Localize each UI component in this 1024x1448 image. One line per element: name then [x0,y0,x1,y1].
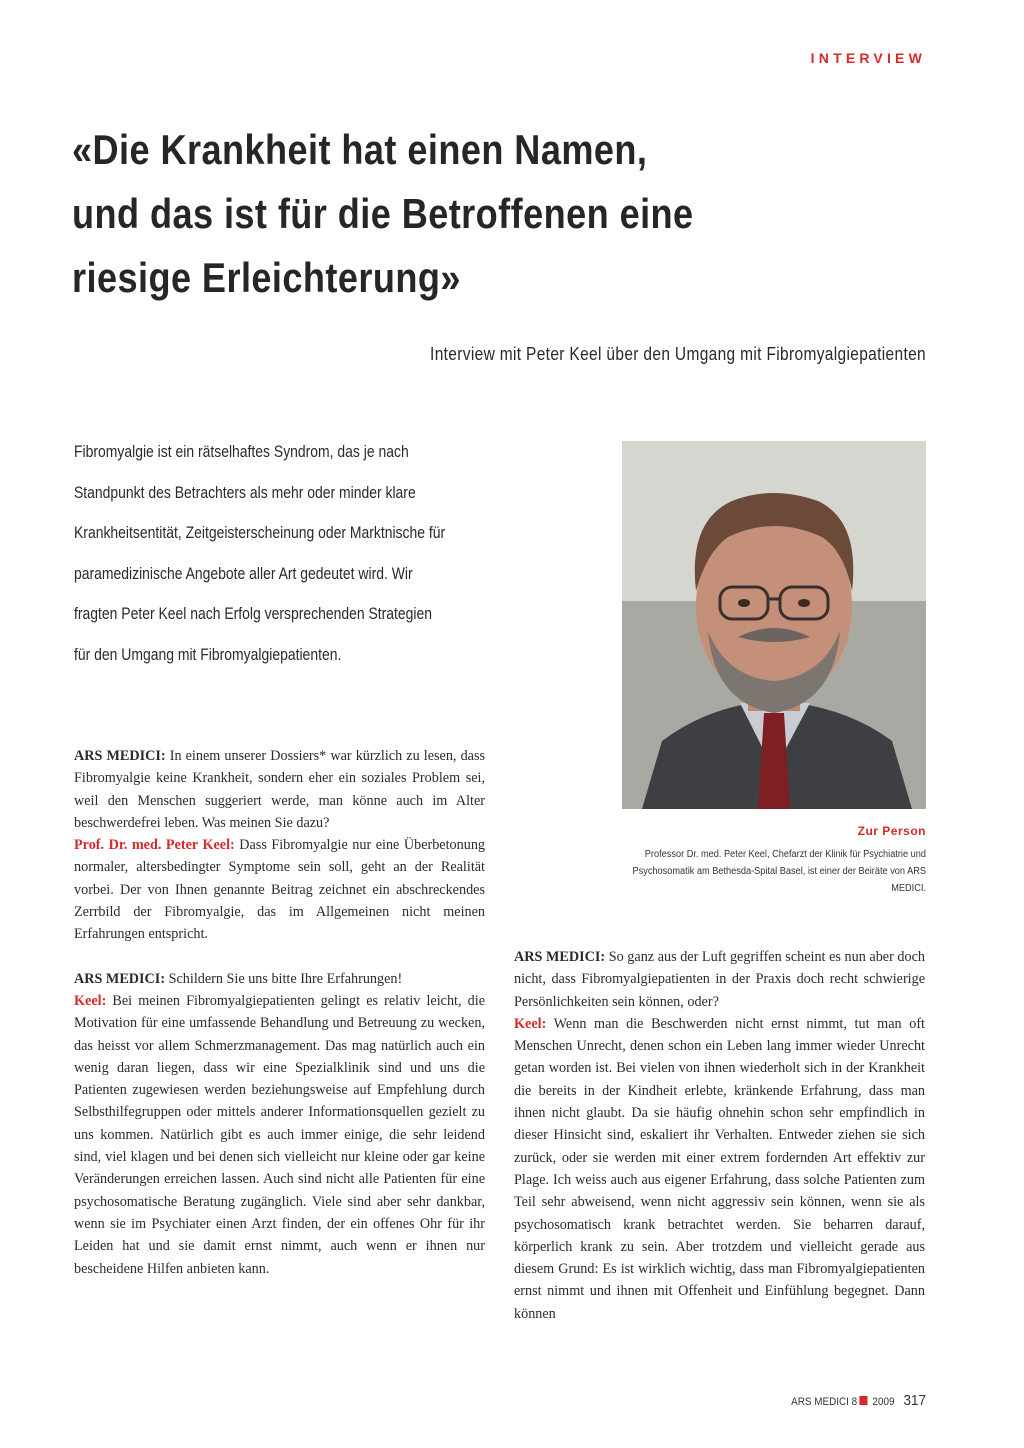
headline [72,118,829,310]
headline-line-2: und das ist für die Betroffenen eine [72,190,694,237]
lead-paragraph: Fibromyalgie ist ein rätselhaftes Syndrom, das je nach Standpunkt des Betrachters als mehr oder minder klare Krankheitsentität, Zeitgeisterscheinung oder Marktnische für paramedizinische Angebote aller Art gedeutet wird. Wir fragten Peter Keel nach Erfolg versprechenden Strategien für den Umgang mit Fibromyalgiepatienten. [74,442,446,664]
answer-text: Wenn man die Beschwerden nicht ernst nimmt, tut man oft Menschen Unrecht, denen schon ein Leben lang immer wieder Unrecht getan worden ist. Bei vielen von ihnen wiederholt sich in der Krankheit die bereits in der Kindheit erlebte, kränkende Erfahrung, dass man ihnen nicht glaubt. Da sie häufig ohnehin schon sehr empfindlich in dieser Hinsicht sind, eskaliert ihr Verhalten. Entweder ziehen sie sich zurück, oder sie werden mit einer extrem fordernden Art effektiv zur Plage. Ich weiss auch aus eigener Erfahrung, dass solche Patienten zum Teil sehr abweisend, wenn nicht aggressiv sein können, wenn sie als psychosomatisch krank betrachtet werden. Sie beharren darauf, körperlich krank zu sein. Aber trotzdem und vielleicht gerade aus diesem Grund: Es ist wirklich wichtig, dass man Fibromyalgiepatienten ernst nimmt und ihnen mit Offenheit und Einfühlung begegnet. Dann können [514,1015,925,1322]
question-text: Schildern Sie uns bitte Ihre Erfahrungen! [168,970,403,987]
caption-text: Professor Dr. med. Peter Keel, Chefarzt der Klinik für Psychiatrie und Psychosomatik am Bethesda-Spital Basel, ist einer der Beiräte von ARS MEDICI. [632,849,926,894]
portrait-icon [622,441,926,809]
speaker-ars-medici: ARS MEDICI: [74,748,166,764]
speaker-keel: Prof. Dr. med. Peter Keel: [74,837,235,854]
red-square-icon [860,1396,868,1405]
speaker-ars-medici: ARS MEDICI: [514,949,606,965]
question-1 [74,745,485,834]
question-text: So ganz aus der Luft gegriffen scheint es nun aber doch nicht, dass Fibromyalgiepatienten in der Praxis doch recht schwierige Persönlichkeiten sein können, oder? [514,949,926,1010]
speaker-keel: Keel: [514,1015,547,1032]
page-number: 317 [903,1392,926,1409]
headline-line-1: «Die Krankheit hat einen Namen, [72,126,648,173]
answer-text: Bei meinen Fibromyalgiepatienten gelingt es relativ leicht, die Motivation für eine umfassende Behandlung und Betreuung zu wecken, das heisst vor allem Schmerzmanagement. Das mag natürlich auch ein wenig daran liegen, dass wir eine Spezialklinik sind und uns die Patienten zugewiesen werden beziehungsweise auf Empfehlung durch Selbsthilfegruppen oder mittels anderer Informationsquellen gezielt zu uns kommen. Natürlich gibt es auch immer einige, die sehr leidend sind, viel klagen und bei denen sich vielleicht nur kleine oder gar keine Veränderungen erreichen lassen. Auch sind nicht alle Patienten für eine psychosomatische Beratung zugänglich. Viele sind aber sehr dankbar, wenn sie im Psychiater einen Arzt finden, der ein offenes Ohr für ihr Leiden hat und sie damit ernst nimmt, auch wenn er ihnen nur bescheidene Hilfen anbieten kann. [74,992,485,1277]
portrait-photo [622,441,926,809]
issue-year: 2009 [872,1396,895,1408]
speaker-ars-medici: ARS MEDICI: [74,970,166,987]
question-3 [514,946,925,1013]
question-2 [74,968,485,990]
answer-3 [514,1013,925,1325]
page-footer [723,1392,926,1409]
answer-text: Dass Fibromyalgie nur eine Überbetonung normaler, altersbedingter Symptome sein soll, geht an der Realität vorbei. Der von Ihnen genannte Beitrag zeichnet ein abschreckendes Zerrbild der Fibromyalgie, das im Allgemeinen nicht meinen Erfahrungen entspricht. [74,837,486,943]
headline-line-3: riesige Erleichterung» [72,254,461,301]
answer-2 [74,990,485,1280]
answer-1 [74,834,485,945]
section-label: INTERVIEW [810,50,926,66]
journal-name: ARS MEDICI 8 [791,1396,858,1408]
interview-column-right [514,946,925,1325]
question-text: In einem unserer Dossiers* war kürzlich zu lesen, dass Fibromyalgie keine Krankheit, sondern eher ein soziales Problem sei, weil den Menschen suggeriert werde, man könne auch im Alter beschwerdefrei leben. Was meinen Sie dazu? [74,748,486,831]
caption-title: Zur Person [857,824,926,838]
interview-column-left [74,745,485,1280]
speaker-keel: Keel: [74,992,107,1009]
subtitle: Interview mit Peter Keel über den Umgang mit Fibromyalgiepatienten [430,344,926,364]
